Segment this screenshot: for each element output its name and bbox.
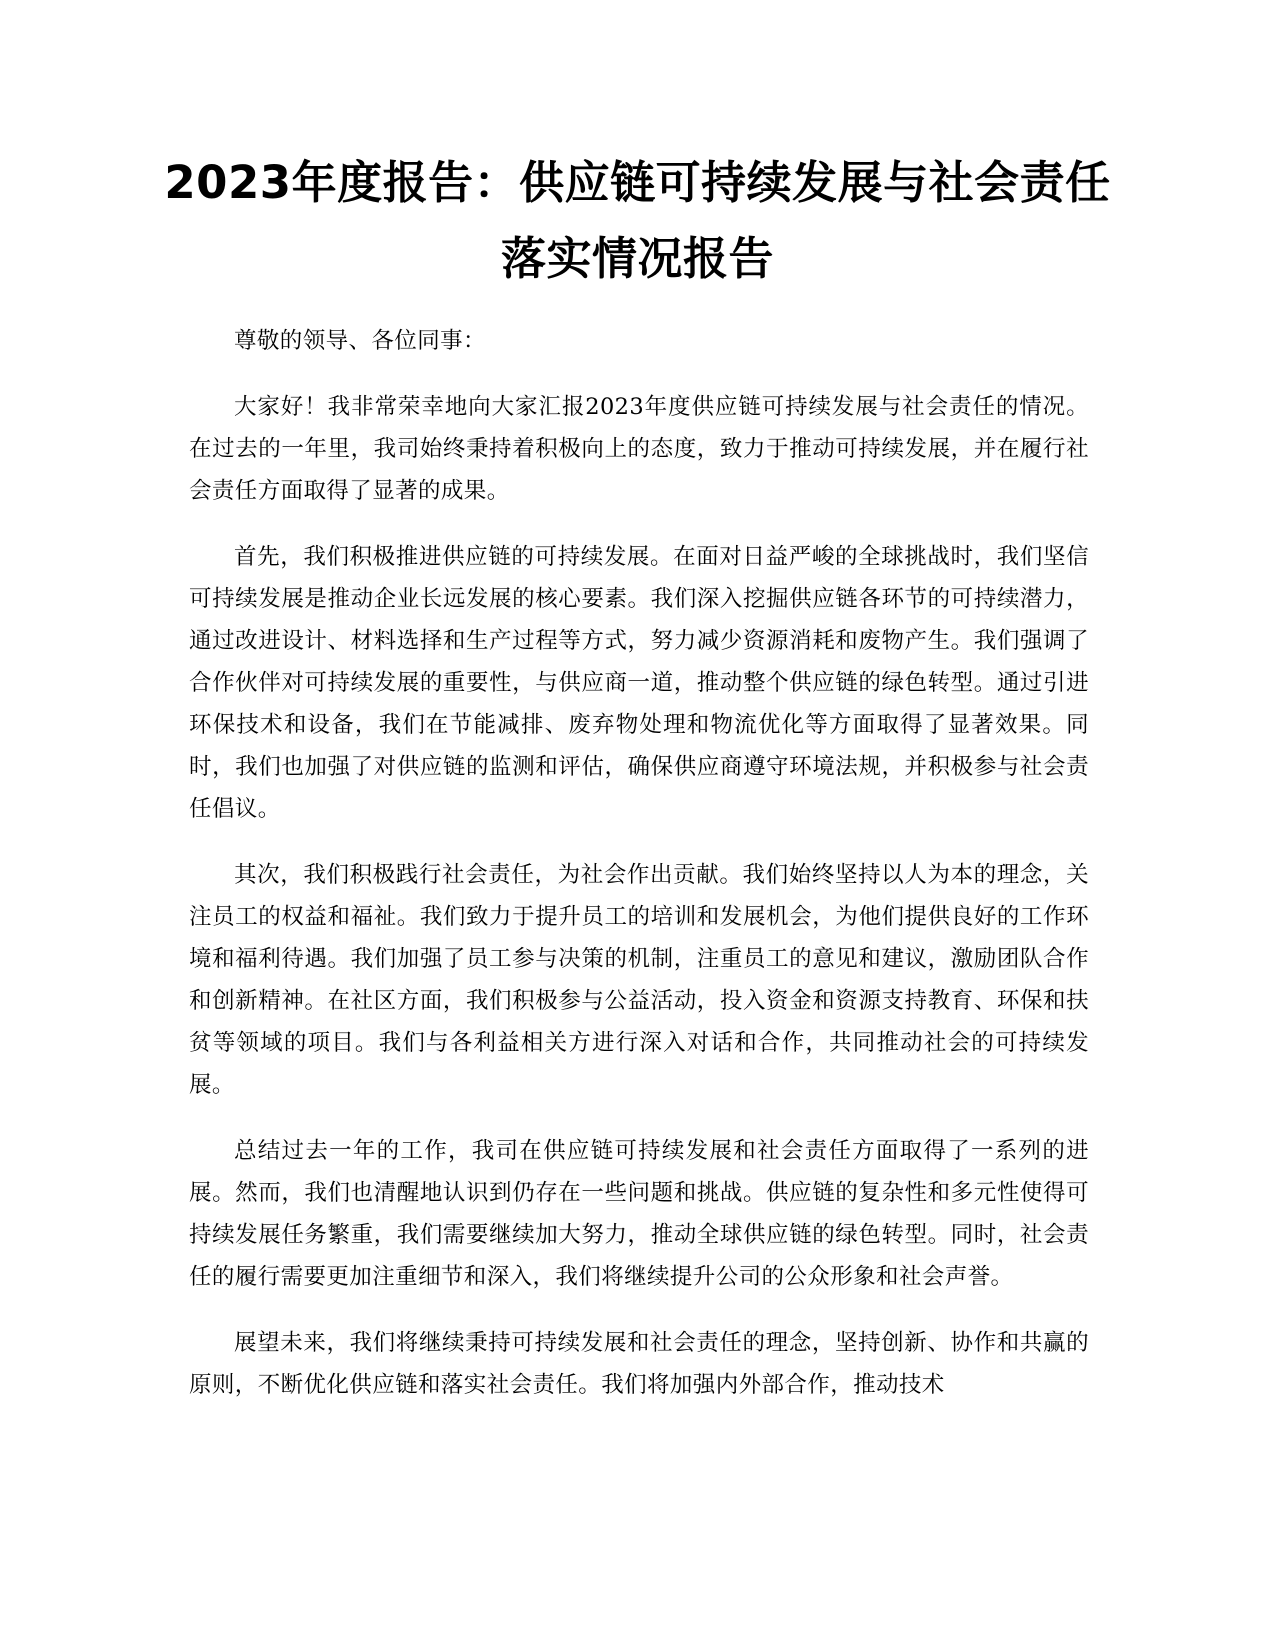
paragraph-summary: 总结过去一年的工作，我司在供应链可持续发展和社会责任方面取得了一系列的进展。然而，我们也清醒地认识到仍存在一些问题和挑战。供应链的复杂性和多元性使得可持续发展任务繁重，我们需要继续加大努力，推动全球供应链的绿色转型。同时，社会责任的履行需要更加注重细节和深入，我们将继续提升公司的公众形象和社会声誉。 xyxy=(189,1138,1089,1290)
paragraph-social-responsibility: 其次，我们积极践行社会责任，为社会作出贡献。我们始终坚持以人为本的理念，关注员工的权益和福祉。我们致力于提升员工的培训和发展机会，为他们提供良好的工作环境和福利待遇。我们加强了员工参与决策的机制，注重员工的意见和建议，激励团队合作和创新精神。在社区方面，我们积极参与公益活动，投入资金和资源支持教育、环保和扶贫等领域的项目。我们与各利益相关方进行深入对话和合作，共同推动社会的可持续发展。 xyxy=(189,862,1089,1098)
document-title: 2023年度报告：供应链可持续发展与社会责任落实情况报告 xyxy=(164,156,1111,285)
paragraph-intro: 大家好！我非常荣幸地向大家汇报2023年度供应链可持续发展与社会责任的情况。在过去的一年里，我司始终秉持着积极向上的态度，致力于推动可持续发展，并在履行社会责任方面取得了显著的成果。 xyxy=(189,394,1089,504)
paragraph-supply-chain: 首先，我们积极推进供应链的可持续发展。在面对日益严峻的全球挑战时，我们坚信可持续发展是推动企业长远发展的核心要素。我们深入挖掘供应链各环节的可持续潜力，通过改进设计、材料选择和生产过程等方式，努力减少资源消耗和废物产生。我们强调了合作伙伴对可持续发展的重要性，与供应商一道，推动整个供应链的绿色转型。通过引进环保技术和设备，我们在节能减排、废弃物处理和物流优化等方面取得了显著效果。同时，我们也加强了对供应链的监测和评估，确保供应商遵守环境法规，并积极参与社会责任倡议。 xyxy=(189,544,1089,822)
paragraph-outlook: 展望未来，我们将继续秉持可持续发展和社会责任的理念，坚持创新、协作和共赢的原则，不断优化供应链和落实社会责任。我们将加强内外部合作，推动技术 xyxy=(189,1330,1089,1398)
document-body xyxy=(189,320,1089,1430)
salutation: 尊敬的领导、各位同事： xyxy=(234,328,486,354)
